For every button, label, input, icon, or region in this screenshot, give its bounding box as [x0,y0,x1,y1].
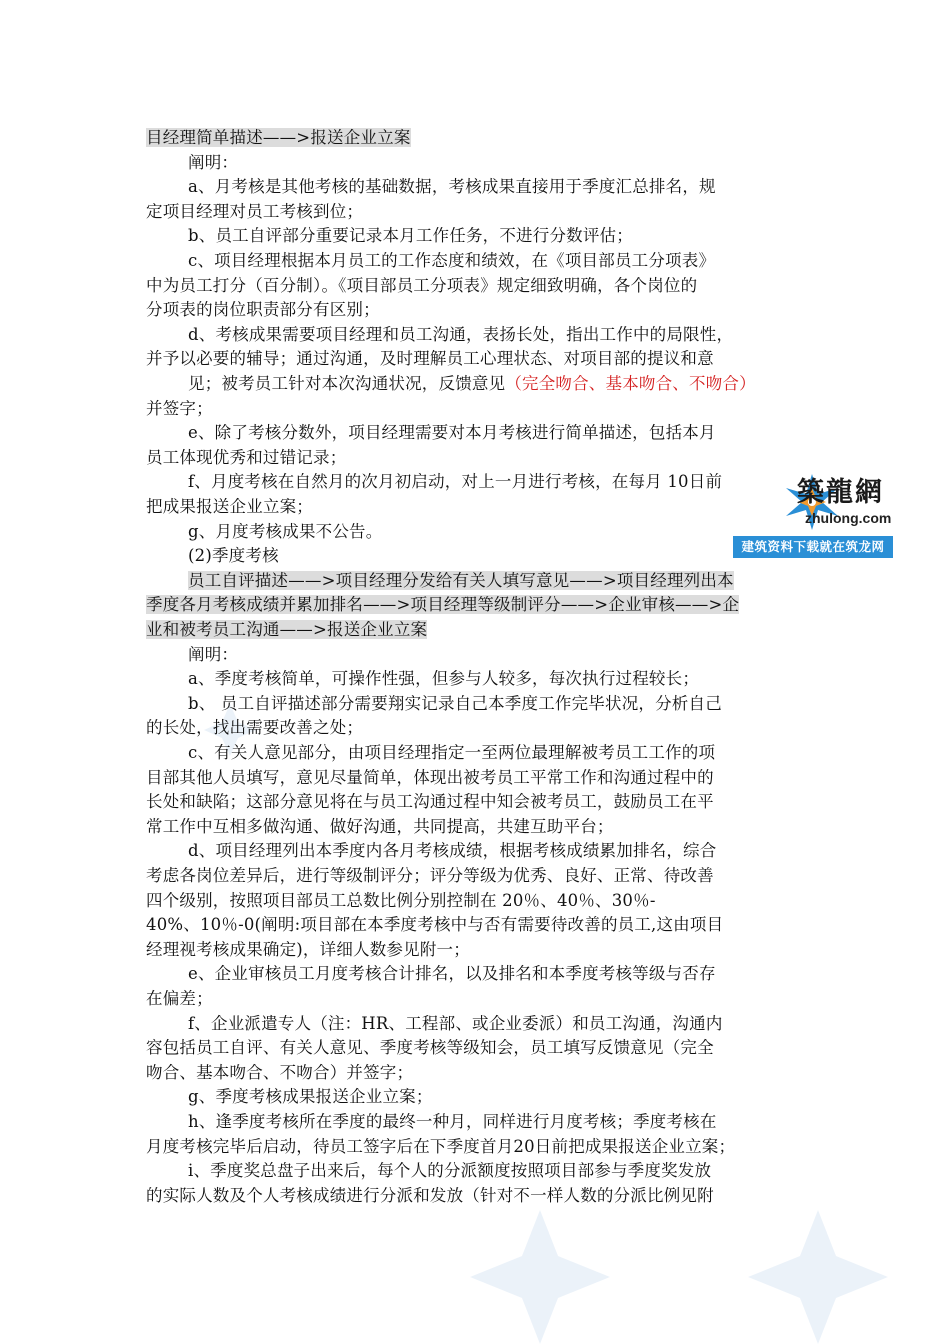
text-line [146,397,213,422]
line-text: d、考核成果需要项目经理和员工沟通，表扬长处，指出工作中的局限性， [188,324,734,344]
line-text: 目部其他人员填写，意见尽量简单，体现出被考员工平常工作和沟通过程中的 [146,767,714,787]
text-line [188,839,716,864]
text-line [146,495,313,520]
text-line [146,790,714,815]
line-text: g、季度考核成果报送企业立案； [188,1087,433,1107]
text-line [188,1012,723,1037]
line-text: 员工自评描述——>项目经理分发给有关人填写意见——>项目经理列出本 [188,570,734,590]
line-text: f、月度考核在自然月的次月初启动，对上一月进行考核，在每月 10日前 [188,472,723,492]
text-line [188,544,279,569]
text-line [188,569,734,594]
logo-title: 築龍網 [797,477,884,508]
text-line [146,298,380,323]
text-line [188,249,715,274]
text-line [146,1061,413,1086]
text-line [188,667,699,692]
line-text: d、项目经理列出本季度内各月考核成绩，根据考核成绩累加排名，综合 [188,841,717,861]
text-line [146,274,697,299]
feedback-options-text: （完全吻合、基本吻合、不吻合） [505,374,756,393]
line-text: 的长处，找出需要改善之处； [146,718,364,738]
line-text: c、有关人意见部分，由项目经理指定一至两位最理解被考员工工作的项 [188,743,716,762]
line-text: 中为员工打分（百分制）。《项目部员工分项表》规定细致明确，各个岗位的 [146,275,698,295]
line-text: 长处和缺陷；这部分意见将在与员工沟通过程中知会被考员工，鼓励员工在平 [146,792,714,812]
text-line [146,716,363,741]
text-line [146,446,346,471]
line-text: b、员工自评部分重要记录本月工作任务，不进行分数评估； [188,226,633,246]
line-text: 并签字； [146,398,213,418]
text-line [146,987,213,1012]
text-line [146,200,363,225]
logo-site: zhulong.com [805,510,892,526]
text-line [146,1135,735,1160]
line-text: c、项目经理根据本月员工的工作态度和绩效，在《项目部员工分项表》 [188,251,716,270]
text-line [188,1085,433,1110]
line-text: e、企业审核员工月度考核合计排名，以及排名和本季度考核等级与否存 [188,964,716,984]
line-text: 把成果报送企业立案； [146,497,313,516]
line-text: b、 员工自评描述部分需要翔实记录自己本季度工作完毕状况，分析自己 [188,693,722,713]
logo-tagline: 建筑资料下载就在筑龙网 [733,536,893,558]
line-text: 月度考核完毕后启动，待员工签字后在下季度首月20日前把成果报送企业立案； [146,1136,736,1156]
text-line [146,347,714,372]
text-line [146,766,714,791]
watermark-snowflake-icon [748,1210,888,1344]
line-text: 业和被考员工沟通——>报送企业立案 [146,620,428,639]
line-text: a、月考核是其他考核的基础数据，考核成果直接用于季度汇总排名，规 [188,177,716,197]
line-text: 员工体现优秀和过错记录； [146,447,347,467]
text-line [146,864,714,889]
line-text: h、逢季度考核所在季度的最终一种月，同样进行月度考核；季度考核在 [188,1112,717,1131]
line-text: 40%、10％-0(阐明:项目部在本季度考核中与否有需要待改善的员工,这由项目 [146,915,724,935]
line-text: 吻合、基本吻合、不吻合）并签字； [146,1062,414,1082]
text-line [146,889,656,914]
line-text: i、季度奖总盘子出来后，每个人的分派额度按照项目部参与季度奖发放 [188,1161,712,1181]
line-text: 见；被考员工针对本次沟通状况，反馈意见 [188,374,506,393]
text-line [188,421,716,446]
text-line [146,593,739,618]
line-text: (2)季度考核 [188,546,279,566]
text-line [146,126,411,151]
text-line [188,151,238,176]
text-line [188,520,382,545]
text-line [188,1159,711,1184]
line-text: 季度各月考核成绩并累加排名——>项目经理等级制评分——>企业审核——>企 [146,595,740,615]
line-text: g、月度考核成果不公告。 [188,521,383,541]
line-text: 的实际人数及个人考核成绩进行分派和发放（针对不一样人数的分派比例见附 [146,1185,714,1205]
text-line [188,470,722,495]
text-line [188,175,716,200]
text-line [188,1110,717,1135]
text-line [146,618,427,643]
line-text: 并予以必要的辅导；通过沟通，及时理解员工心理状态、对项目部的提议和意 [146,349,714,369]
text-line [146,1036,714,1061]
line-text: 四个级别，按照项目部员工总数比例分别控制在 20％、40％、30％- [146,890,656,910]
line-text: 分项表的岗位职责部分有区别； [146,300,380,320]
line-text: 阐明： [188,644,239,664]
line-text: e、除了考核分数外，项目经理需要对本月考核进行简单描述，包括本月 [188,423,716,443]
line-text: 常工作中互相多做沟通、做好沟通，共同提高，共建互助平台； [146,816,614,836]
text-line [188,692,722,717]
line-text: 经理视考核成果确定)，详细人数参见附一； [146,939,470,959]
text-line [146,1184,714,1209]
line-text: 目经理简单描述——>报送企业立案 [146,128,411,147]
text-line [188,224,633,249]
line-text: 定项目经理对员工考核到位； [146,201,364,221]
text-line [146,913,723,938]
text-line [188,372,756,397]
line-text: f、企业派遣专人（注：HR、工程部、或企业委派）和员工沟通，沟通内 [188,1013,723,1033]
text-line [146,938,470,963]
line-text: 阐明： [188,152,239,172]
line-text: 容包括员工自评、有关人意见、季度考核等级知会，员工填写反馈意见（完全 [146,1038,714,1058]
text-line [188,643,238,668]
line-text: 在偏差； [146,989,213,1008]
text-line [188,962,716,987]
watermark-snowflake-icon [470,1210,610,1344]
line-text: 考虑各岗位差异后，进行等级制评分；评分等级为优秀、良好、正常、待改善 [146,866,714,885]
text-line [188,323,733,348]
zhulong-logo [733,466,893,559]
text-line [146,815,614,840]
line-text: a、季度考核简单，可操作性强，但参与人较多，每次执行过程较长； [188,669,700,689]
text-line [188,741,715,766]
